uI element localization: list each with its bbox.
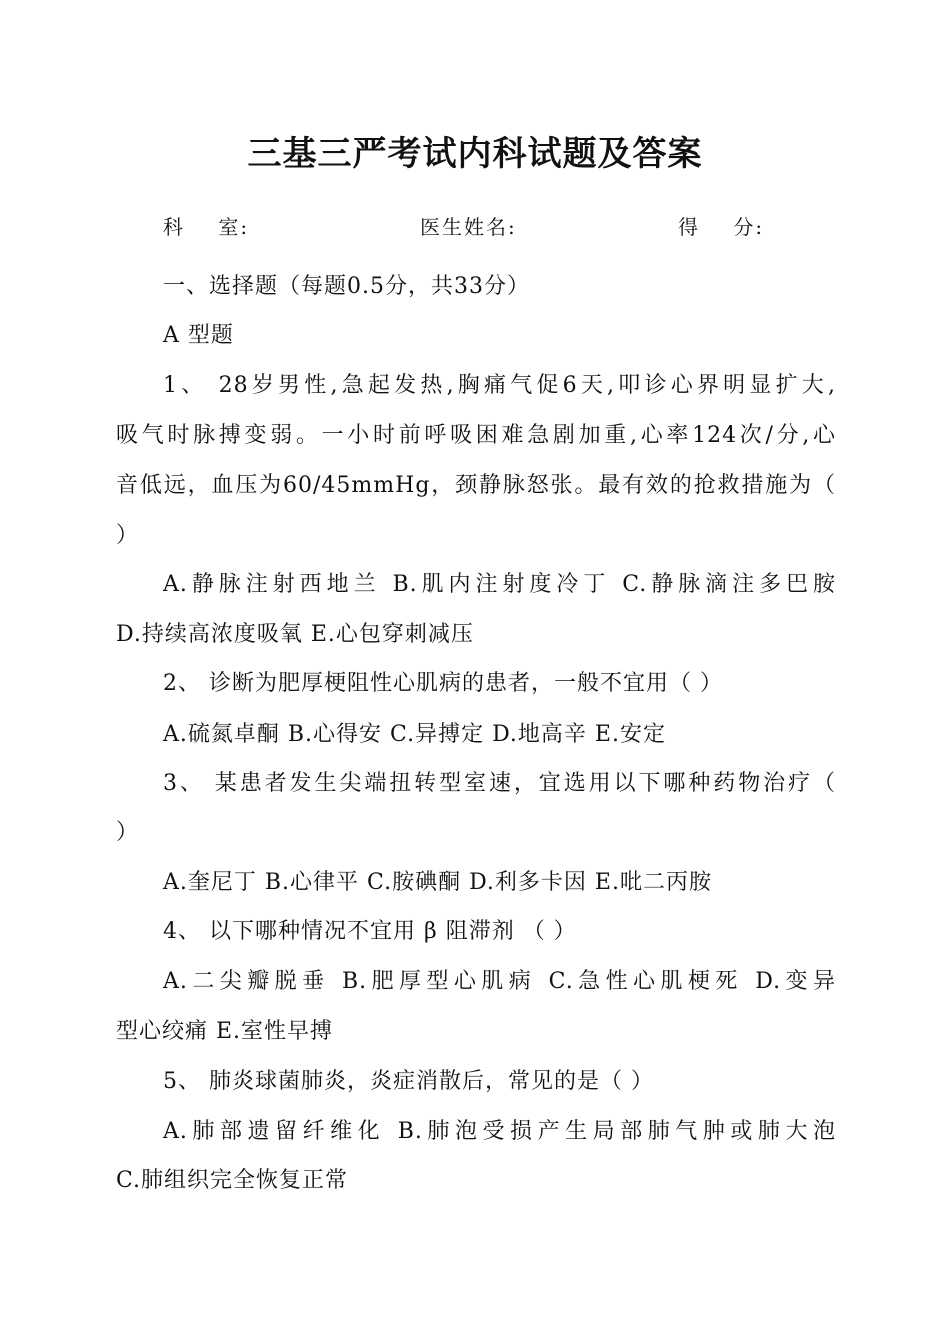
section-heading: 一、选择题（每题0.5分，共33分）	[163, 274, 530, 299]
question-stem-line: 吸气时脉搏变弱。一小时前呼吸困难急剧加重,心率124次/分,心	[116, 423, 836, 448]
question-stem-line: ）	[116, 820, 140, 845]
question-stem-line: 音低远，血压为60/45mmHg，颈静脉怒张。最有效的抢救措施为（	[116, 473, 836, 498]
department-label: 科 室:	[163, 215, 250, 239]
subsection-heading: A 型题	[163, 323, 234, 348]
answer-options-line: A.奎尼丁 B.心律平 C.胺碘酮 D.利多卡因 E.吡二丙胺	[163, 870, 712, 895]
doctor-name-label: 医生姓名:	[420, 215, 517, 239]
answer-options-line: A.二尖瓣脱垂 B.肥厚型心肌病 C.急性心肌梗死 D.变异	[163, 969, 836, 994]
answer-options-line: A.肺部遗留纤维化 B.肺泡受损产生局部肺气肿或肺大泡	[163, 1119, 836, 1144]
question-stem-line: ）	[116, 523, 140, 548]
document-title: 三基三严考试内科试题及答案	[247, 134, 703, 174]
question-stem-line: 2、 诊断为肥厚梗阻性心肌病的患者，一般不宜用（ ）	[163, 671, 723, 696]
score-label: 得 分:	[678, 215, 765, 239]
question-stem-line: 3、 某患者发生尖端扭转型室速，宜选用以下哪种药物治疗（	[163, 771, 836, 796]
answer-options-line: 型心绞痛 E.室性早搏	[116, 1019, 334, 1044]
answer-options-line: D.持续高浓度吸氧 E.心包穿刺减压	[116, 622, 474, 647]
answer-options-line: A.静脉注射西地兰 B.肌内注射度冷丁 C.静脉滴注多巴胺	[163, 572, 836, 597]
question-stem-line: 5、 肺炎球菌肺炎，炎症消散后，常见的是（ ）	[163, 1069, 654, 1094]
question-stem-line: 4、 以下哪种情况不宜用 β 阻滞剂 （ ）	[163, 919, 577, 944]
answer-options-line: A.硫氮卓酮 B.心得安 C.异搏定 D.地高辛 E.安定	[163, 722, 666, 747]
answer-options-line: C.肺组织完全恢复正常	[116, 1168, 349, 1193]
question-stem-line: 1、 28岁男性,急起发热,胸痛气促6天,叩诊心界明显扩大,	[163, 373, 836, 398]
exam-header	[0, 211, 950, 241]
